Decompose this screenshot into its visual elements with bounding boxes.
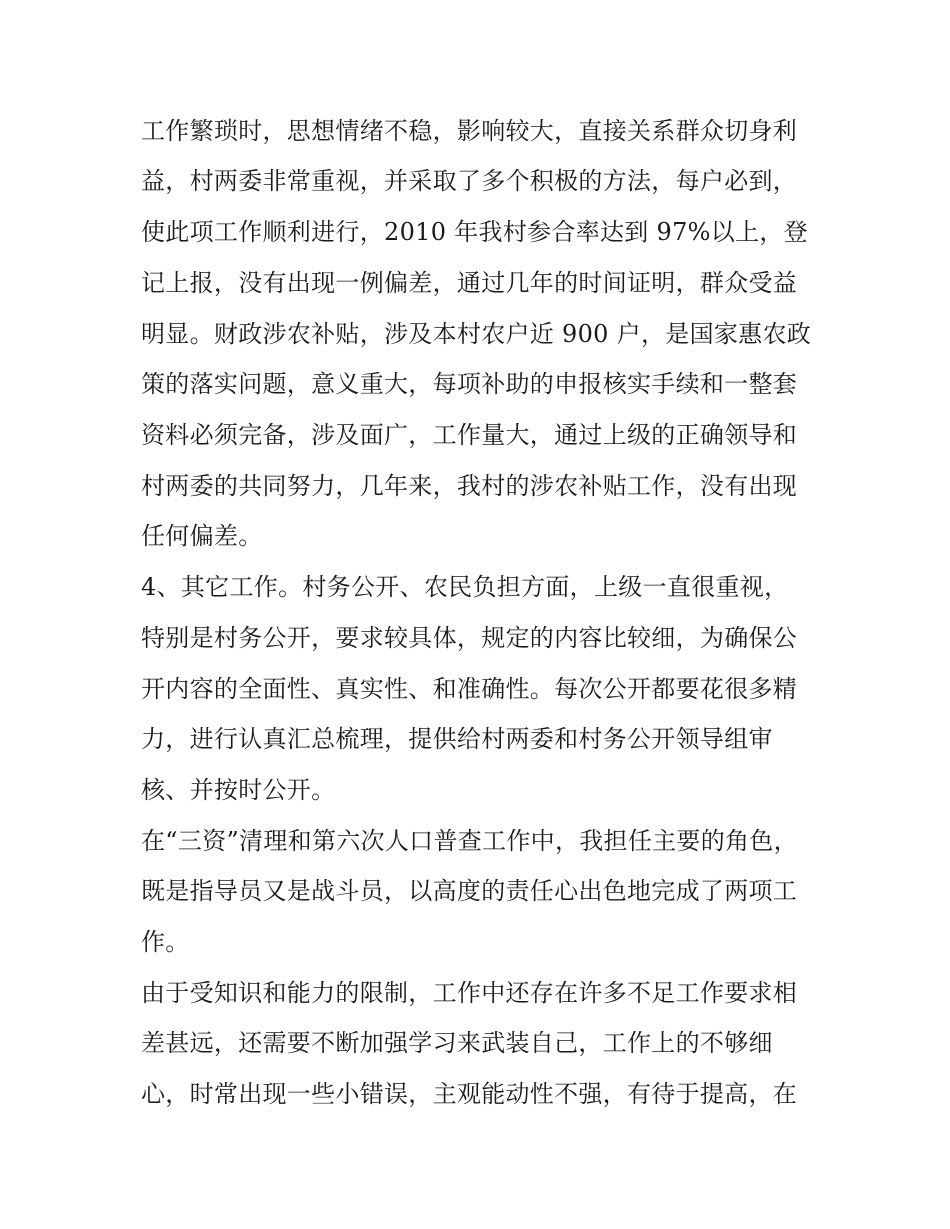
text-line: 工作繁琐时，思想情绪不稳，影响较大，直接关系群众切身利	[141, 117, 798, 145]
text-line: 资料必须完备，涉及面广，工作量大，通过上级的正确领导和	[141, 421, 798, 449]
text-line: 4、其它工作。村务公开、农民负担方面，上级一直很重视，	[141, 573, 789, 601]
text-line: 策的落实问题，意义重大，每项补助的申报核实手续和一整套	[141, 370, 798, 398]
text-line: 村两委的共同努力，几年来，我村的涉农补贴工作，没有出现	[141, 472, 798, 500]
text-line: 任何偏差。	[141, 522, 263, 550]
text-line: 使此项工作顺利进行，2010 年我村参合率达到 97%以上，登	[141, 218, 808, 246]
text-line: 记上报，没有出现一例偏差，通过几年的时间证明，群众受益	[141, 269, 798, 297]
text-line: 明显。财政涉农补贴，涉及本村农户近 900 户，是国家惠农政	[141, 320, 812, 348]
text-line: 心，时常出现一些小错误，主观能动性不强，有待于提高，在	[141, 1080, 798, 1108]
text-line: 核、并按时公开。	[141, 776, 336, 804]
text-line: 特别是村务公开，要求较具体，规定的内容比较细，为确保公	[141, 624, 798, 652]
text-line: 开内容的全面性、真实性、和准确性。每次公开都要花很多精	[141, 675, 798, 703]
text-line: 作。	[141, 928, 190, 956]
text-line: 差甚远，还需要不断加强学习来武装自己，工作上的不够细	[141, 1029, 773, 1057]
text-line: 既是指导员又是战斗员，以高度的责任心出色地完成了两项工	[141, 877, 798, 905]
text-line: 由于受知识和能力的限制，工作中还存在许多不足工作要求相	[141, 979, 798, 1007]
text-line: 在“三资”清理和第六次人口普查工作中，我担任主要的角色，	[141, 827, 798, 855]
text-line: 益，村两委非常重视，并采取了多个积极的方法，每户必到，	[141, 167, 798, 195]
text-line: 力，进行认真汇总梳理，提供给村两委和村务公开领导组审	[141, 725, 773, 753]
